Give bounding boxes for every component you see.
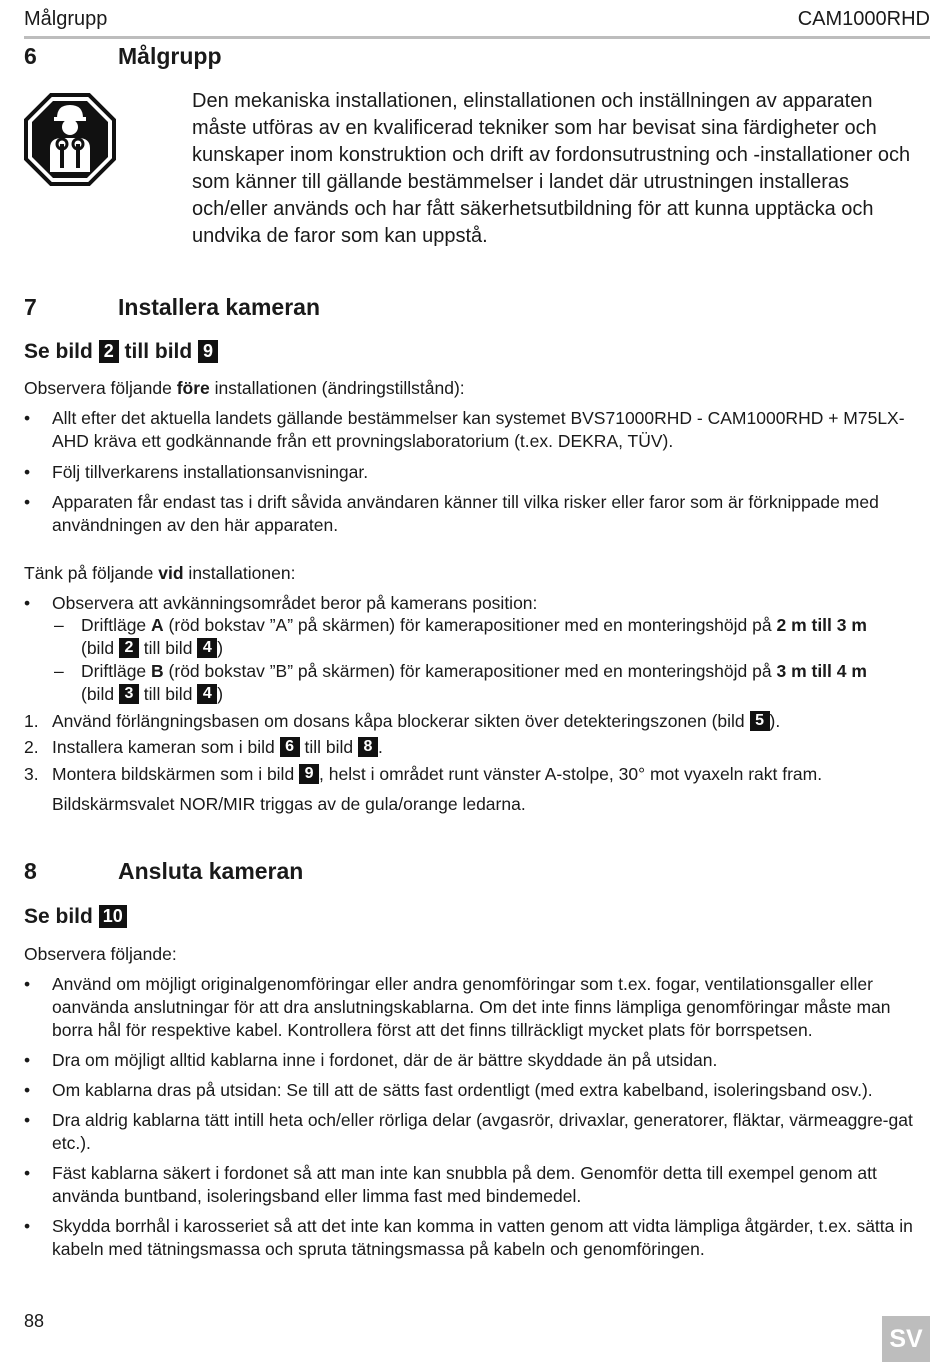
mode-a-text: Driftläge A (röd bokstav ”A” på skärmen) för kamerapositioner med en monteringshöjd på 2 m till 3 m (bild 2 till bild 4 ) <box>81 615 867 658</box>
observe-intro: Observera följande: <box>24 944 177 964</box>
intro-text: Observera följande <box>24 378 177 398</box>
list-item <box>24 1109 930 1155</box>
step-number: 1. <box>24 711 39 731</box>
numbered-step <box>24 736 930 759</box>
section-number: 8 <box>24 858 37 884</box>
list-item <box>24 491 930 537</box>
sub-list-item <box>24 614 930 660</box>
list-item-text: Följ tillverkarens installationsanvisningar. <box>52 462 369 482</box>
figure-number-badge: 9 <box>198 340 218 363</box>
target-group-paragraph: Den mekaniska installationen, elinstallationen och inställningen av apparaten måste utföras av en kvalificerad tekniker som har bevisat sina färdigheter och kunskaper inom konstruktion och drift av fordonsutrustning och -installationer och som känner till gällande bestämmelser i landet där utrustningen installeras och/eller används och har fått säkerhetsutbildning för att kunna upptäcka och undvika de faror som kan uppstå. <box>192 90 911 247</box>
bullet-marker: • <box>24 1050 31 1070</box>
figure-number-badge: 6 <box>280 737 300 757</box>
header-model-name: CAM1000RHD <box>797 8 930 30</box>
list-item <box>24 407 930 453</box>
figure-reference-heading <box>24 905 127 929</box>
target-group-text <box>192 88 922 250</box>
numbered-step <box>24 763 930 786</box>
sub-list-item <box>24 660 930 706</box>
section-title: Ansluta kameran <box>118 858 304 884</box>
running-header <box>24 6 930 39</box>
bullet-marker: • <box>24 408 31 428</box>
bullet-marker: • <box>24 462 31 482</box>
figure-number-badge: 4 <box>197 684 217 704</box>
figure-number-badge: 5 <box>750 711 770 731</box>
technician-pictogram-icon <box>24 92 116 187</box>
step-text: Använd förlängningsbasen om dosans kåpa blockerar sikten över detekteringszonen (bild 5 ). <box>52 711 781 731</box>
list-item <box>24 1215 930 1261</box>
bullet-marker: • <box>24 974 31 994</box>
list-item-text: Observera att avkänningsområdet beror på kamerans position: <box>52 593 538 613</box>
bullet-marker: • <box>24 1216 31 1236</box>
figure-number-badge: 10 <box>99 905 127 928</box>
list-item-text: Använd om möjligt originalgenomföringar eller andra genomföringar som t.ex. fogar, ventilationsgaller eller oanvända anslutningar för att dra anslutningskablarna. Om det inte finns lämpliga genomföringar måste man borra hål för respektive kabel. Kontrollera först att det finns tillräckligt mycket plats för borrspetsen. <box>52 974 891 1040</box>
figure-number-badge: 2 <box>119 638 139 658</box>
list-item-text: Dra om möjligt alltid kablarna inne i fordonet, där de är bättre skyddade än på utsidan. <box>52 1050 718 1070</box>
see-figure-label: Se bild <box>24 905 93 928</box>
figure-number-badge: 9 <box>299 764 319 784</box>
step-text: Montera bildskärmen som i bild 9 , helst i området runt vänster A-stolpe, 30° mot vyaxeln rakt fram. <box>52 764 823 784</box>
figure-number-badge: 2 <box>99 340 119 363</box>
header-section-title: Målgrupp <box>24 8 108 30</box>
list-item <box>24 1049 930 1072</box>
emphasis-text: före <box>176 378 210 398</box>
list-item-text: Apparaten får endast tas i drift såvida användaren känner till vilka risker eller faror som är förknippade med användningen av den här apparaten. <box>52 492 879 535</box>
manual-page <box>24 0 930 1363</box>
bullet-marker: • <box>24 593 31 613</box>
page-number: 88 <box>24 1311 45 1331</box>
bullet-marker: • <box>24 1080 31 1100</box>
intro-text: installationen: <box>183 563 296 583</box>
section-number: 6 <box>24 43 37 69</box>
see-figure-label: Se bild <box>24 340 93 363</box>
till-figure-label: till bild <box>124 340 193 363</box>
list-item <box>24 461 930 484</box>
figure-number-badge: 8 <box>358 737 378 757</box>
figure-number-badge: 3 <box>119 684 139 704</box>
intro-text: installationen (ändringstillstånd): <box>209 378 465 398</box>
list-item-text: Fäst kablarna säkert i fordonet så att man inte kan snubbla på dem. Genomför detta till exempel genom att använda buntband, isoleringsband eller limma fast med bindemedel. <box>52 1163 877 1206</box>
step-number: 2. <box>24 737 39 757</box>
mode-b-text: Driftläge B (röd bokstav ”B” på skärmen) för kamerapositioner med en monteringshöjd på 3 m till 4 m (bild 3 till bild 4 ) <box>81 661 867 704</box>
list-item <box>24 973 930 1042</box>
list-item-text: Om kablarna dras på utsidan: Se till att de sätts fast ordentligt (med extra kabelband, isoleringsband osv.). <box>52 1080 873 1100</box>
list-item-text: Allt efter det aktuella landets gällande bestämmelser kan systemet BVS71000RHD - CAM1000RHD + M75LX-AHD kräva ett godkännande från ett provningslaboratorium (t.ex. DEKRA, TÜV). <box>52 408 905 451</box>
bullet-marker: • <box>24 1163 31 1183</box>
list-item-text: Dra aldrig kablarna tätt intill heta och/eller rörliga delar (avgasrör, drivaxlar, generatorer, fläktar, värmeaggre-gat etc.). <box>52 1110 913 1153</box>
bullet-marker: • <box>24 492 31 512</box>
section-title: Målgrupp <box>118 43 222 69</box>
list-item <box>24 1162 930 1208</box>
step-number: 3. <box>24 764 39 784</box>
language-tab: SV <box>882 1316 930 1362</box>
emphasis-text: vid <box>158 563 184 583</box>
list-item-text: Skydda borrhål i karosseriet så att det inte kan komma in vatten genom att vidta lämpliga åtgärder, t.ex. sätta in kabeln med tätningsmassa och spruta tätningsmassa på kabeln och genomföringen. <box>52 1216 913 1259</box>
intro-text: Tänk på följande <box>24 563 159 583</box>
dash-marker: – <box>54 661 64 681</box>
bullet-marker: • <box>24 1110 31 1130</box>
list-item <box>24 1079 930 1102</box>
numbered-step <box>24 710 930 733</box>
section-number: 7 <box>24 294 37 320</box>
during-installation-intro <box>24 562 930 585</box>
step-note <box>24 793 930 816</box>
step-text: Installera kameran som i bild 6 till bild 8 . <box>52 737 383 757</box>
before-installation-intro <box>24 377 930 400</box>
figure-number-badge: 4 <box>197 638 217 658</box>
list-item <box>24 592 930 615</box>
dash-marker: – <box>54 615 64 635</box>
figure-reference-heading <box>24 340 218 364</box>
section-title: Installera kameran <box>118 294 321 320</box>
step-note-text: Bildskärmsvalet NOR/MIR triggas av de gula/orange ledarna. <box>52 794 526 814</box>
